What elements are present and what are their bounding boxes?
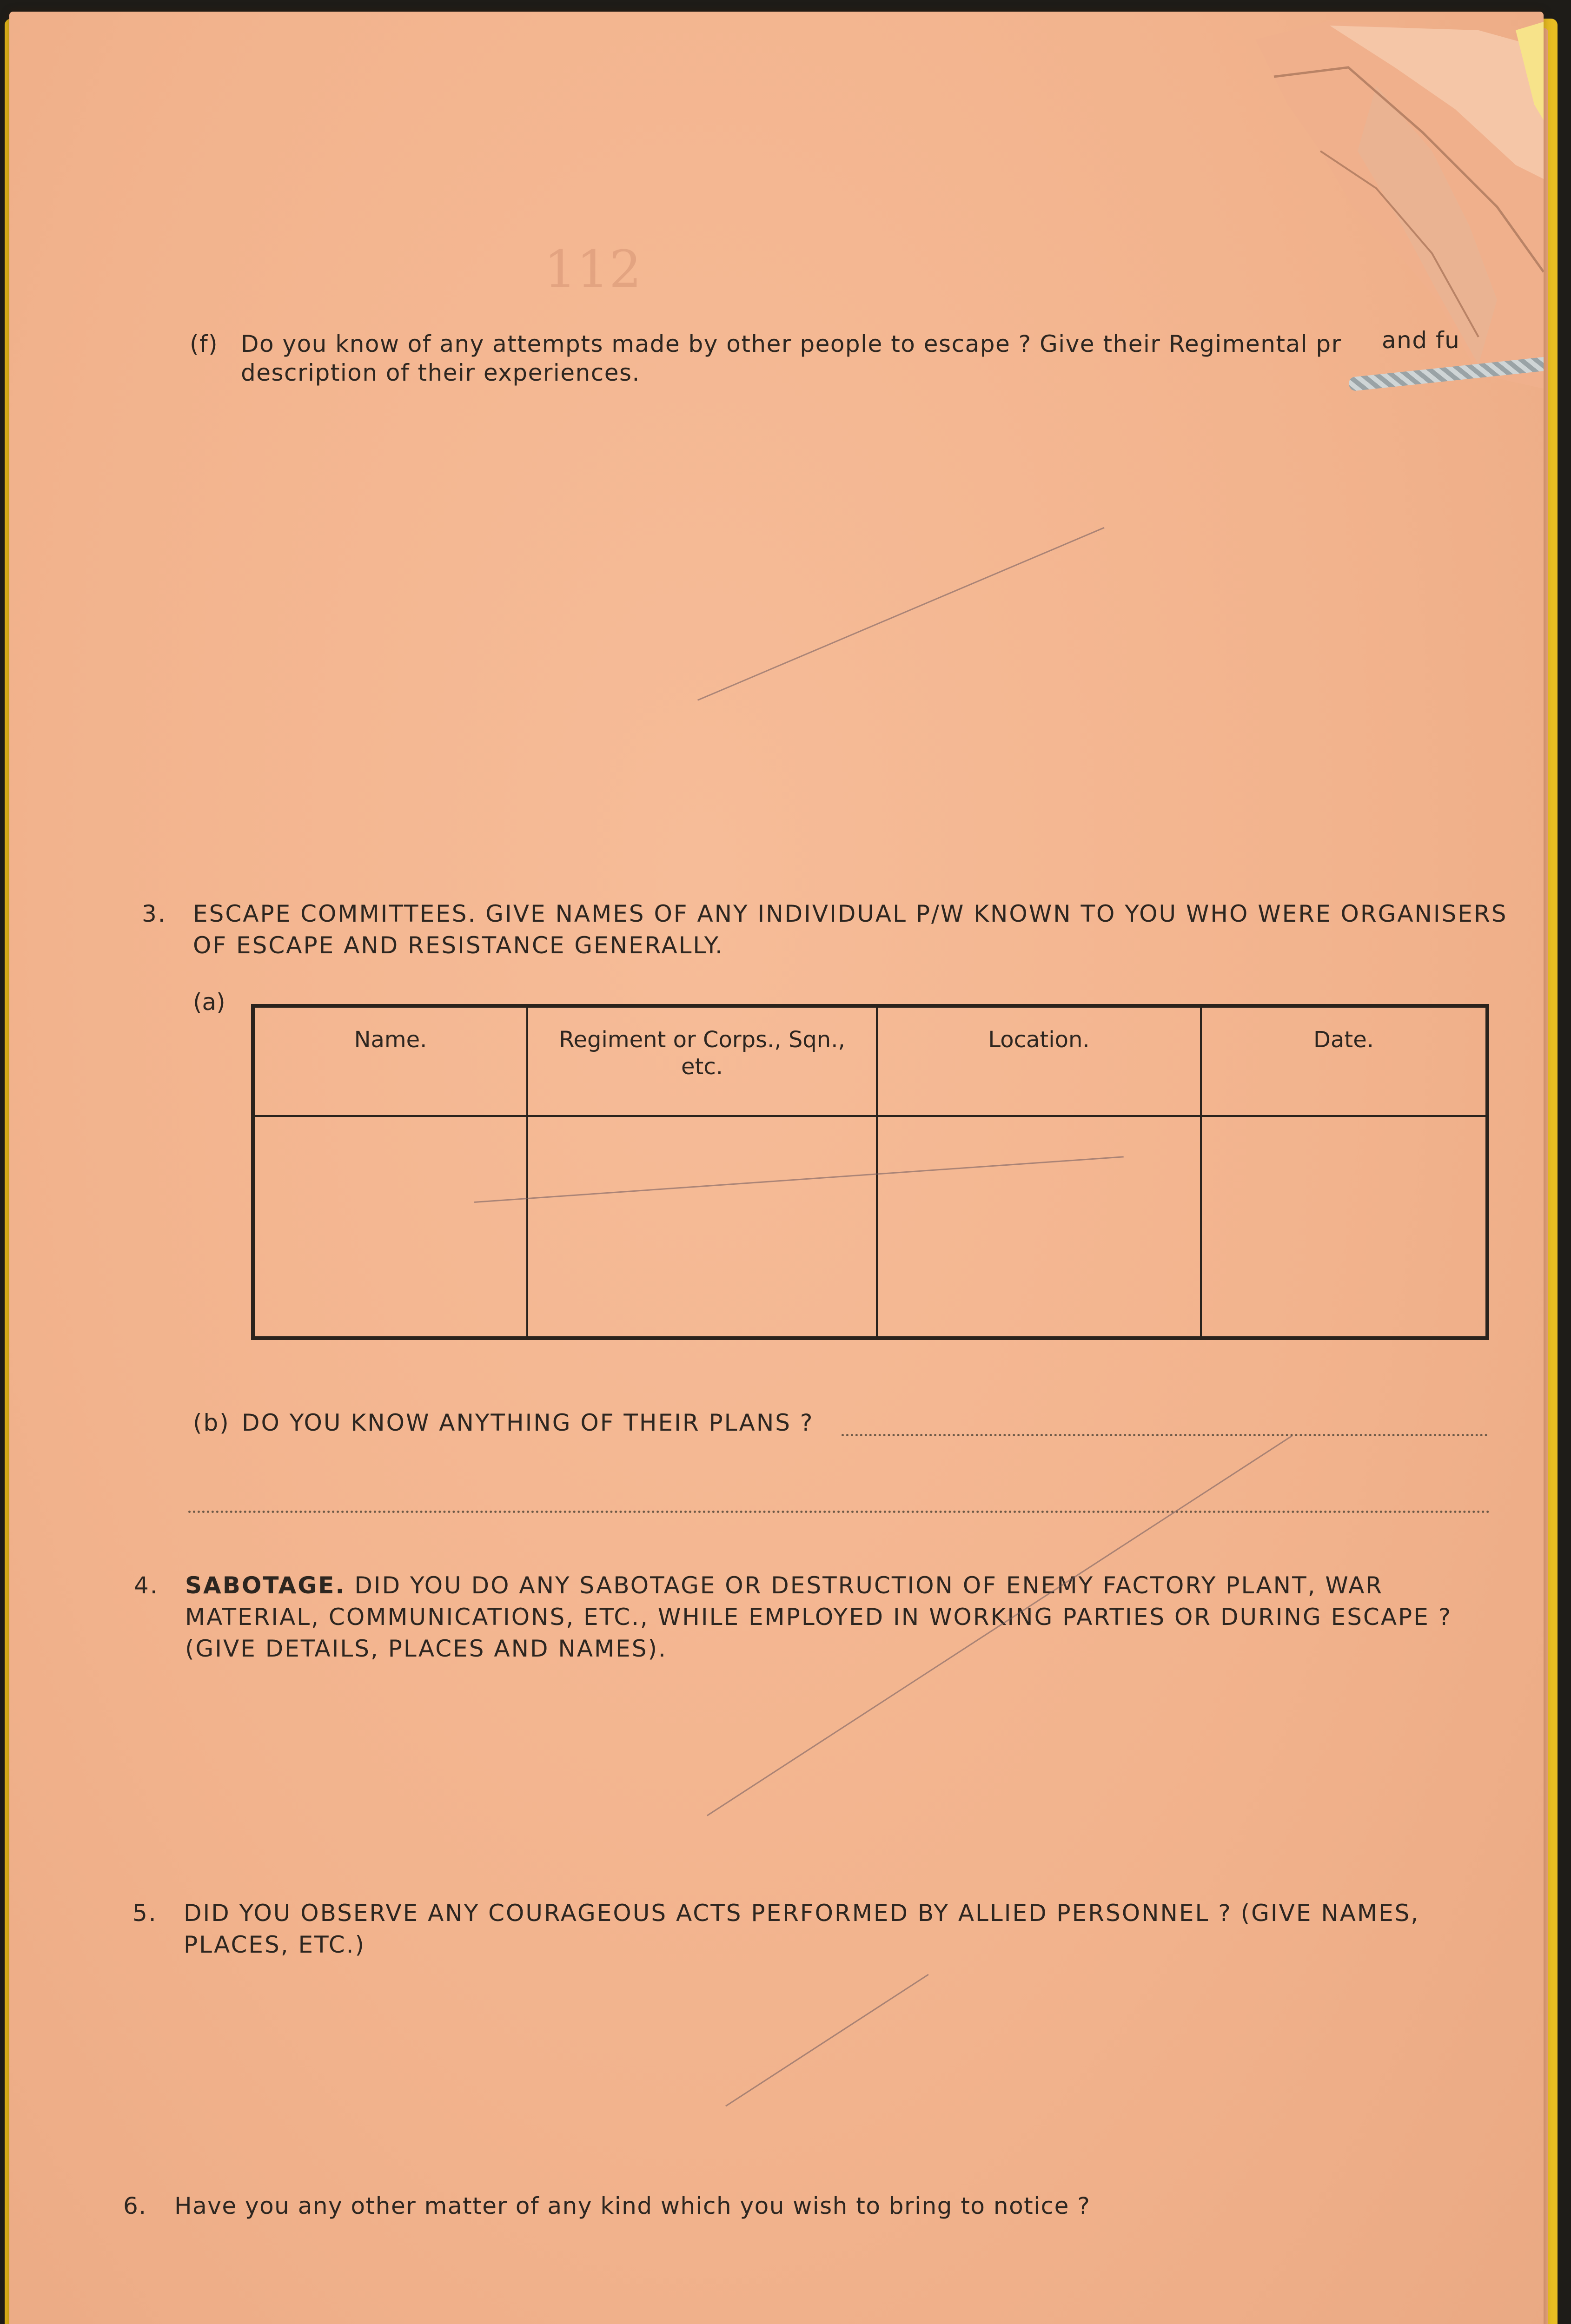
- table-row: [253, 1116, 1487, 1338]
- question-5: [133, 1899, 1541, 1964]
- question-3-line1: ESCAPE COMMITTEES. GIVE NAMES OF ANY INDIVIDUAL P/W KNOWN TO YOU WHO WERE ORGANISERS: [193, 900, 1508, 927]
- question-4-line2: MATERIAL, COMMUNICATIONS, ETC., WHILE EMPLOYED IN WORKING PARTIES OR DURING ESCAPE ?: [185, 1604, 1452, 1631]
- column-header-date: Date.: [1201, 1006, 1487, 1116]
- question-3: [142, 899, 1537, 964]
- question-3b: [193, 1408, 844, 1441]
- question-3-number: 3.: [142, 900, 167, 927]
- question-4-keyword: SABOTAGE.: [185, 1572, 346, 1599]
- column-header-regiment: Regiment or Corps., Sqn., etc.: [527, 1006, 877, 1116]
- question-3-line2: OF ESCAPE AND RESISTANCE GENERALLY.: [193, 932, 724, 959]
- question-3a-marker: (a): [193, 989, 225, 1016]
- question-f-line1-end: and fu: [1382, 327, 1460, 354]
- question-f: [190, 330, 1352, 395]
- pencil-mark: [725, 1974, 929, 2107]
- question-5-line1: DID YOU OBSERVE ANY COURAGEOUS ACTS PERFORMED BY ALLIED PERSONNEL ? (GIVE NAMES,: [184, 1900, 1420, 1927]
- pencil-mark: [697, 527, 1105, 701]
- answer-line-3b-2[interactable]: [188, 1511, 1490, 1513]
- table-cell-regiment[interactable]: [527, 1116, 877, 1338]
- answer-line-3b-1[interactable]: [842, 1434, 1488, 1436]
- table-cell-name[interactable]: [253, 1116, 527, 1338]
- form-sheet: [9, 12, 1544, 2324]
- question-5-number: 5.: [133, 1900, 158, 1927]
- question-4-number: 4.: [134, 1572, 159, 1599]
- question-6-text: Have you any other matter of any kind which you wish to bring to notice ?: [174, 2192, 1091, 2219]
- question-3b-marker: (b): [193, 1409, 230, 1436]
- question-f-marker: (f): [190, 330, 219, 357]
- question-4-line1: DID YOU DO ANY SABOTAGE OR DESTRUCTION OF ENEMY FACTORY PLANT, WAR: [354, 1572, 1384, 1599]
- question-6: [123, 2192, 1193, 2224]
- question-5-line2: PLACES, ETC.): [184, 1931, 366, 1958]
- question-4-line3: (GIVE DETAILS, PLACES AND NAMES).: [185, 1635, 667, 1662]
- column-header-location: Location.: [877, 1006, 1201, 1116]
- question-f-line1: Do you know of any attempts made by other people to escape ? Give their Regimental pr: [241, 330, 1342, 357]
- question-f-line2: description of their experiences.: [241, 359, 640, 386]
- column-header-name: Name.: [253, 1006, 527, 1116]
- question-3b-text: DO YOU KNOW ANYTHING OF THEIR PLANS ?: [242, 1409, 814, 1436]
- faint-page-number-mark: 112: [544, 239, 642, 299]
- table-cell-location[interactable]: [877, 1116, 1201, 1338]
- question-6-number: 6.: [123, 2192, 147, 2219]
- table-cell-date[interactable]: [1201, 1116, 1487, 1338]
- escape-committee-table: [251, 1004, 1489, 1340]
- question-4: [134, 1571, 1538, 1669]
